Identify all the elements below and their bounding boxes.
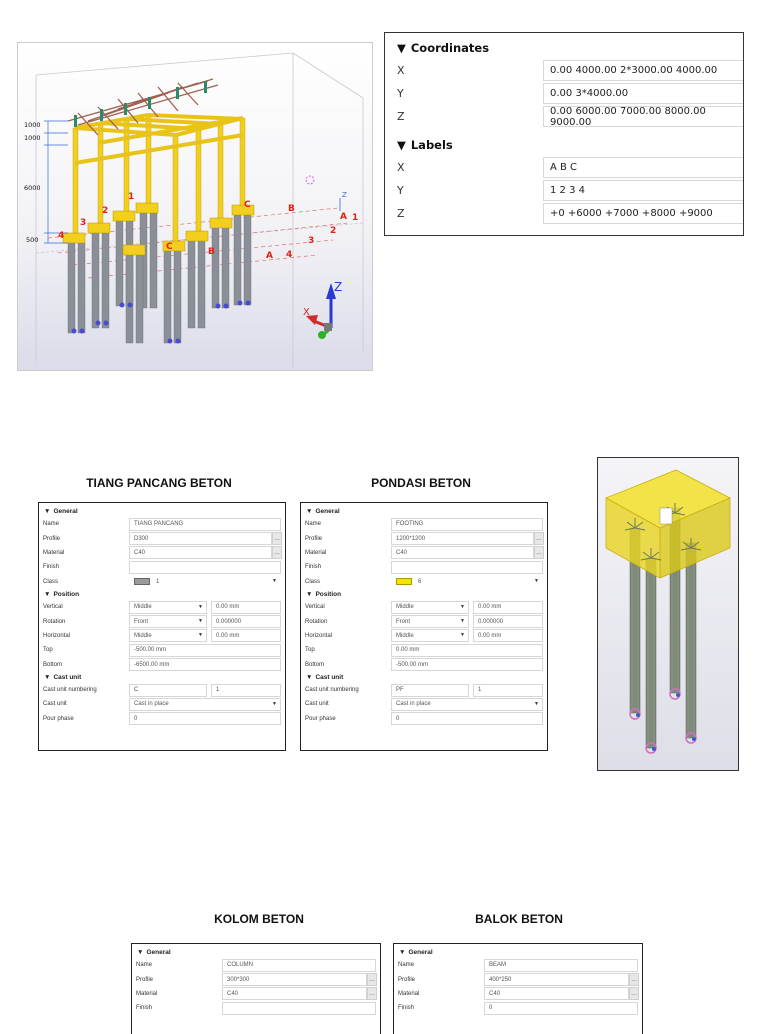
dropdown-arrow-icon: ▼ (272, 578, 277, 585)
general-label: General (315, 508, 340, 515)
bottom-label: Bottom (43, 661, 63, 668)
vertical-label: Vertical (305, 604, 325, 611)
profile-input[interactable]: D300 (129, 532, 272, 545)
bottom-label: Bottom (305, 661, 325, 668)
grid-axis-indicator (340, 191, 347, 211)
dim-1000-top: 1000 (24, 121, 41, 129)
class-select[interactable] (129, 575, 281, 588)
grid-label: A (340, 212, 347, 222)
profile-label: Profile (398, 976, 416, 983)
dim-1000: 1000 (24, 134, 41, 142)
label-row-y (385, 179, 743, 202)
finish-input[interactable] (222, 1002, 376, 1015)
class-label: Class (305, 578, 321, 585)
grid-label: 2 (330, 226, 337, 236)
grid-label: 3 (80, 218, 87, 228)
collapse-triangle-icon[interactable]: ▼ (44, 590, 51, 598)
castunit-label: Cast unit (305, 701, 329, 708)
rotation-offset-input[interactable]: 0.000000 (211, 615, 281, 628)
profile-input[interactable]: 300*300 (222, 973, 367, 986)
name-label: Name (398, 962, 415, 969)
profile-browse-button[interactable]: … (367, 973, 377, 986)
model-3d-view[interactable] (17, 42, 373, 371)
grid-label: 1 (128, 192, 135, 202)
section-title-tiang-pancang: TIANG PANCANG BETON (86, 476, 232, 490)
axis-x-label: X (303, 307, 310, 318)
dim-500: 500 (26, 236, 39, 244)
rotation-select[interactable] (391, 615, 469, 628)
rotation-select[interactable] (129, 615, 207, 628)
material-label: Material (43, 549, 65, 556)
coord-row-z (385, 105, 743, 128)
position-label: Position (53, 590, 80, 598)
horizontal-label: Horizontal (43, 632, 71, 639)
axis-triad-icon (303, 280, 342, 339)
coord-x-input[interactable]: 0.00 4000.00 2*3000.00 4000.00 (543, 60, 743, 81)
grid-label: B (288, 204, 295, 214)
cast-unit-section-header[interactable] (301, 672, 547, 683)
coord-x-label: X (397, 64, 405, 77)
finish-label: Finish (398, 1005, 415, 1012)
dropdown-arrow-icon: ▼ (272, 700, 277, 707)
top-label: Top (305, 647, 315, 654)
name-label: Name (136, 962, 153, 969)
position-section-header[interactable] (301, 589, 547, 600)
material-label: Material (136, 990, 158, 997)
position-section-header[interactable] (39, 589, 285, 600)
vertical-offset-input[interactable]: 0.00 mm (473, 601, 543, 614)
grid-label: A (266, 251, 273, 261)
castunit-value: Cast in place (134, 701, 169, 708)
coord-y-input[interactable]: 0.00 3*4000.00 (543, 83, 743, 104)
castunit-label: Cast unit (43, 701, 67, 708)
vertical-value: Middle (134, 604, 152, 611)
marker-icon (306, 176, 314, 184)
collapse-triangle-icon[interactable]: ▼ (306, 508, 313, 515)
grid-label: B (208, 247, 215, 257)
footing-properties-panel (300, 502, 548, 751)
label-row-x (385, 156, 743, 179)
label-x-label: X (397, 161, 405, 174)
label-y-label: Y (397, 184, 404, 197)
numbering-label: Cast unit numbering (43, 687, 97, 694)
label-x-input[interactable]: A B C (543, 157, 743, 178)
profile-label: Profile (305, 535, 323, 542)
material-browse-button[interactable]: … (534, 546, 544, 559)
axis-z-label: Z (334, 280, 343, 294)
vertical-select[interactable] (129, 601, 207, 614)
profile-browse-button[interactable]: … (534, 532, 544, 545)
numbering-prefix-input[interactable]: C (129, 684, 207, 697)
rotation-offset-input[interactable]: 0.000000 (473, 615, 543, 628)
collapse-triangle-icon[interactable]: ▼ (44, 508, 51, 515)
finish-label: Finish (43, 564, 60, 571)
coordinates-section-header[interactable] (385, 37, 743, 59)
name-input[interactable]: TIANG PANCANG (129, 518, 281, 531)
grid-label: 4 (58, 231, 65, 241)
name-input[interactable]: FOOTING (391, 518, 543, 531)
grid-label: 2 (102, 206, 109, 216)
name-input[interactable]: COLUMN (222, 959, 376, 972)
coord-row-y (385, 82, 743, 105)
horizontal-offset-input[interactable]: 0.00 mm (211, 629, 281, 642)
finish-input[interactable] (129, 561, 281, 574)
finish-label: Finish (136, 1005, 153, 1012)
label-z-label: Z (397, 207, 405, 220)
numbering-start-input[interactable]: 1 (211, 684, 281, 697)
horizontal-value: Middle (396, 632, 414, 639)
dim-6000: 6000 (24, 184, 41, 192)
class-select[interactable] (391, 575, 543, 588)
horizontal-select[interactable] (129, 629, 207, 642)
section-title-pondasi: PONDASI BETON (371, 476, 471, 490)
class-color-swatch (396, 578, 412, 585)
general-label: General (146, 949, 171, 956)
horizontal-label: Horizontal (305, 632, 333, 639)
name-input[interactable]: BEAM (484, 959, 638, 972)
grid-coordinates-panel (384, 32, 744, 236)
pour-input[interactable]: 0 (129, 712, 281, 725)
material-input[interactable]: C40 (222, 987, 367, 1000)
label-row-z (385, 202, 743, 225)
grid-label: 1 (352, 213, 359, 223)
material-input[interactable]: C40 (129, 546, 272, 559)
rotation-value: Front (134, 618, 149, 625)
top-input[interactable]: -500.00 mm (129, 644, 281, 657)
dropdown-arrow-icon: ▼ (460, 603, 465, 610)
material-input[interactable]: C40 (484, 987, 629, 1000)
top-label: Top (43, 647, 53, 654)
coordinates-header-label: Coordinates (410, 41, 490, 55)
profile-label: Profile (136, 976, 154, 983)
class-color-swatch (134, 578, 150, 585)
vertical-select[interactable] (391, 601, 469, 614)
dropdown-arrow-icon: ▼ (198, 618, 203, 625)
dropdown-arrow-icon: ▼ (198, 632, 203, 639)
pour-input[interactable]: 0 (391, 712, 543, 725)
material-browse-button[interactable]: … (629, 987, 639, 1000)
pile-properties-panel (38, 502, 286, 751)
bottom-input[interactable]: -6500.00 mm (129, 658, 281, 671)
horizontal-offset-input[interactable]: 0.00 mm (473, 629, 543, 642)
label-y-input[interactable]: 1 2 3 4 (543, 180, 743, 201)
grid-label: 3 (308, 236, 315, 246)
general-section-header[interactable] (301, 506, 547, 517)
general-section-header[interactable] (394, 947, 642, 958)
bottom-input[interactable]: -500.00 mm (391, 658, 543, 671)
profile-label: Profile (43, 535, 61, 542)
castunit-select[interactable] (129, 698, 281, 711)
cast-unit-section-header[interactable] (39, 672, 285, 683)
profile-browse-button[interactable]: … (272, 532, 282, 545)
material-browse-button[interactable]: … (367, 987, 377, 1000)
material-label: Material (305, 549, 327, 556)
section-title-balok: BALOK BETON (475, 912, 563, 926)
profile-browse-button[interactable]: … (629, 973, 639, 986)
collapse-triangle-icon[interactable]: ▼ (399, 949, 406, 956)
finish-input[interactable]: 0 (484, 1002, 638, 1015)
top-input[interactable]: 0.00 mm (391, 644, 543, 657)
material-label: Material (398, 990, 420, 997)
grid-label: 4 (286, 250, 293, 260)
dropdown-arrow-icon: ▼ (534, 578, 539, 585)
castunit-select[interactable] (391, 698, 543, 711)
footing-3d-view[interactable] (597, 457, 739, 771)
small-axis-z: Z (342, 191, 347, 199)
collapse-triangle-icon[interactable]: ▼ (306, 590, 313, 598)
general-section-header[interactable] (39, 506, 285, 517)
vertical-value: Middle (396, 604, 414, 611)
vertical-offset-input[interactable]: 0.00 mm (211, 601, 281, 614)
collapse-triangle-icon[interactable]: ▼ (137, 949, 144, 956)
labels-header-label: Labels (410, 138, 453, 152)
dropdown-arrow-icon: ▼ (534, 700, 539, 707)
dropdown-arrow-icon: ▼ (198, 603, 203, 610)
profile-input[interactable]: 1200*1200 (391, 532, 534, 545)
finish-input[interactable] (391, 561, 543, 574)
grid-label: C (244, 200, 251, 210)
collapse-triangle-icon[interactable]: ▼ (397, 138, 406, 152)
section-title-kolom: KOLOM BETON (214, 912, 304, 926)
horizontal-select[interactable] (391, 629, 469, 642)
cast-unit-label: Cast unit (53, 673, 82, 681)
rotation-label: Rotation (305, 618, 328, 625)
vertical-label: Vertical (43, 604, 63, 611)
general-label: General (53, 508, 78, 515)
grid-label: C (166, 242, 173, 252)
rotation-value: Front (396, 618, 411, 625)
coord-y-label: Y (397, 87, 404, 100)
dropdown-arrow-icon: ▼ (460, 632, 465, 639)
collapse-triangle-icon[interactable]: ▼ (44, 673, 51, 681)
material-browse-button[interactable]: … (272, 546, 282, 559)
model-3d-drawing (18, 43, 372, 370)
profile-input[interactable]: 400*250 (484, 973, 629, 986)
class-value: 1 (156, 578, 160, 585)
class-value: 6 (418, 578, 422, 585)
labels-section-header[interactable] (385, 134, 743, 156)
dropdown-arrow-icon: ▼ (460, 618, 465, 625)
position-label: Position (315, 590, 342, 598)
collapse-triangle-icon[interactable]: ▼ (397, 41, 406, 55)
class-label: Class (43, 578, 59, 585)
general-section-header[interactable] (132, 947, 380, 958)
rotation-label: Rotation (43, 618, 66, 625)
numbering-prefix-input[interactable]: PF (391, 684, 469, 697)
pour-label: Pour phase (305, 715, 336, 722)
numbering-start-input[interactable]: 1 (473, 684, 543, 697)
coord-row-x (385, 59, 743, 82)
name-label: Name (305, 521, 322, 528)
general-label: General (408, 949, 433, 956)
name-label: Name (43, 521, 60, 528)
material-input[interactable]: C40 (391, 546, 534, 559)
collapse-triangle-icon[interactable]: ▼ (306, 673, 313, 681)
column-properties-panel (131, 943, 381, 1034)
castunit-value: Cast in place (396, 701, 431, 708)
dimension-labels (24, 121, 41, 244)
cast-unit-label: Cast unit (315, 673, 344, 681)
coord-z-input[interactable]: 0.00 6000.00 7000.00 8000.00 9000.00 (543, 106, 743, 127)
pour-label: Pour phase (43, 715, 74, 722)
beam-properties-panel (393, 943, 643, 1034)
coord-z-label: Z (397, 110, 405, 123)
horizontal-value: Middle (134, 632, 152, 639)
label-z-input[interactable]: +0 +6000 +7000 +8000 +9000 (543, 203, 743, 224)
finish-label: Finish (305, 564, 322, 571)
footing-3d-drawing (598, 458, 738, 770)
numbering-label: Cast unit numbering (305, 687, 359, 694)
